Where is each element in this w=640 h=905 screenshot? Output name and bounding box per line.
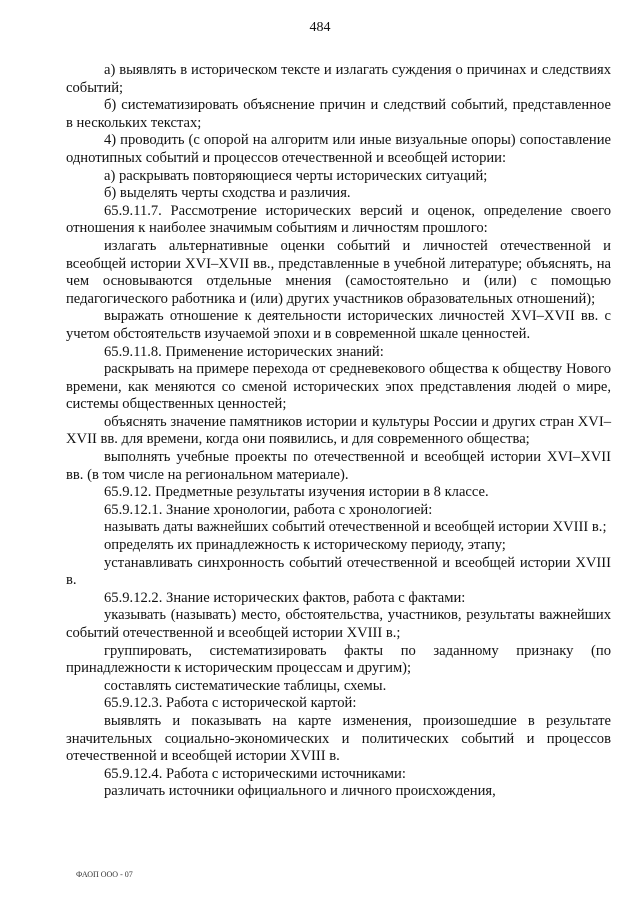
paragraph: объяснять значение памятников истории и культуры России и других стран XVI–XVII вв. для времени, когда они появились, и для современного общества; bbox=[66, 413, 611, 448]
footer-label: ФАОП ООО - 07 bbox=[76, 870, 133, 879]
paragraph: различать источники официального и личного происхождения, bbox=[104, 783, 496, 800]
section-heading: 65.9.12.4. Работа с историческими источниками: bbox=[104, 765, 406, 782]
paragraph: 4) проводить (с опорой на алгоритм или иные визуальные опоры) сопоставление однотипных событий и процессов отечественной и всеобщей истории: bbox=[66, 132, 611, 166]
paragraph: определять их принадлежность к историческому периоду, этапу; bbox=[104, 537, 506, 554]
paragraph: выполнять учебные проекты по отечественной и всеобщей истории XVI–XVII вв. (в том числе на региональном материале). bbox=[66, 449, 611, 483]
paragraph: раскрывать на примере перехода от средневекового общества к обществу Нового времени, как меняются со сменой исторических эпох представления людей о мире, системы общественных ценностей; bbox=[66, 361, 611, 413]
section-heading: 65.9.12.2. Знание исторических фактов, работа с фактами: bbox=[104, 589, 466, 606]
paragraph: называть даты важнейших событий отечественной и всеобщей истории XVIII в.; bbox=[104, 519, 607, 536]
paragraph: группировать, систематизировать факты по заданному признаку (по принадлежности к историческим процессам и другим); bbox=[66, 642, 611, 677]
paragraph: указывать (называть) место, обстоятельства, участников, результаты важнейших событий отечественной и всеобщей истории XVIII в.; bbox=[66, 607, 611, 641]
section-heading: 65.9.12. Предметные результаты изучения истории в 8 классе. bbox=[104, 484, 489, 501]
paragraph: б) систематизировать объяснение причин и следствий событий, представленное в нескольких текстах; bbox=[66, 97, 611, 131]
section-heading: 65.9.11.8. Применение исторических знаний: bbox=[104, 343, 384, 360]
section-heading: 65.9.11.7. Рассмотрение исторических версий и оценок, определение своего отношения к наиболее значимым событиям и личностям прошлого: bbox=[66, 202, 611, 237]
paragraph: излагать альтернативные оценки событий и личностей отечественной и всеобщей истории XVI–XVII вв., представленные в учебной литературе; объяснять, на чем основываются отдельные мнения (самостоятельно и (или) с помощью педагогического работника и (или) других участников образовательных отношений); bbox=[66, 237, 611, 307]
paragraph: б) выделять черты сходства и различия. bbox=[104, 185, 351, 202]
paragraph: выявлять и показывать на карте изменения, произошедшие в результате значительных социально-экономических и политических событий и процессов отечественной и всеобщей истории XVIII в. bbox=[66, 712, 611, 765]
paragraph: а) раскрывать повторяющиеся черты исторических ситуаций; bbox=[104, 167, 488, 184]
page-number: 484 bbox=[309, 20, 331, 35]
paragraph: выражать отношение к деятельности исторических личностей XVI–XVII вв. с учетом обстоятельств изучаемой эпохи и в современной шкале ценностей. bbox=[66, 308, 611, 342]
document-body bbox=[66, 62, 611, 801]
section-heading: 65.9.12.3. Работа с исторической картой: bbox=[104, 695, 357, 712]
section-heading: 65.9.12.1. Знание хронологии, работа с хронологией: bbox=[104, 501, 433, 518]
paragraph: а) выявлять в историческом тексте и излагать суждения о причинах и следствиях событий; bbox=[66, 62, 611, 96]
paragraph: устанавливать синхронность событий отечественной и всеобщей истории XVIII в. bbox=[66, 554, 611, 589]
paragraph: составлять систематические таблицы, схемы. bbox=[104, 677, 387, 694]
